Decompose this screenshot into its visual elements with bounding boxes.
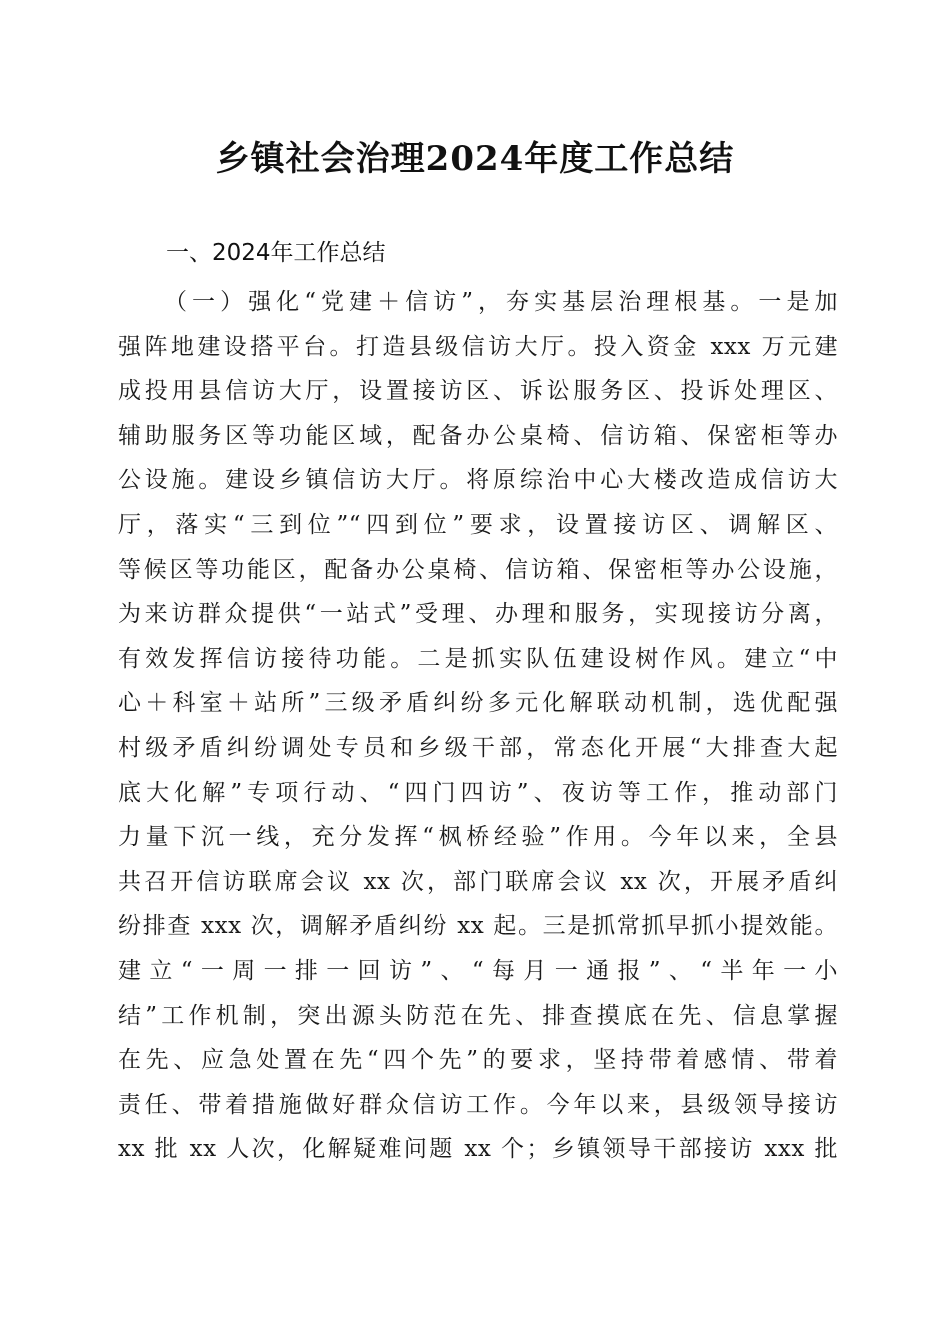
paragraph-line: 为来访群众提供“一站式”受理、办理和服务，实现接访分离， <box>118 601 838 628</box>
paragraph-line: 责任、带着措施做好群众信访工作。今年以来，县级领导接访 <box>118 1091 838 1118</box>
section-heading: 一、2024年工作总结 <box>166 240 386 266</box>
paragraph-line: （一）强化“党建＋信访”，夯实基层治理根基。一是加 <box>164 289 838 315</box>
document-title: 乡镇社会治理2024年度工作总结 <box>215 139 735 179</box>
paragraph-line: 成投用县信访大厅，设置接访区、诉讼服务区、投诉处理区、 <box>118 378 838 405</box>
paragraph-line: 强阵地建设搭平台。打造县级信访大厅。投入资金 xxx 万元建 <box>118 333 838 360</box>
paragraph-line: 等候区等功能区，配备办公桌椅、信访箱、保密柜等办公设施， <box>118 556 838 583</box>
paragraph-line: xx 批 xx 人次，化解疑难问题 xx 个；乡镇领导干部接访 xxx 批 <box>118 1136 838 1163</box>
paragraph-line: 在先、应急处置在先“四个先”的要求，坚持带着感情、带着 <box>118 1047 838 1074</box>
paragraph-line: 结”工作机制，突出源头防范在先、排查摸底在先、信息掌握 <box>118 1002 838 1029</box>
paragraph-line: 纷排查 xxx 次，调解矛盾纠纷 xx 起。三是抓常抓早抓小提效能。 <box>118 913 838 940</box>
paragraph-line: 底大化解”专项行动、“四门四访”、夜访等工作，推动部门 <box>118 779 838 806</box>
paragraph-line: 公设施。建设乡镇信访大厅。将原综治中心大楼改造成信访大 <box>118 467 838 494</box>
paragraph-line: 共召开信访联席会议 xx 次，部门联席会议 xx 次，开展矛盾纠 <box>118 868 838 895</box>
paragraph-line: 厅，落实“三到位”“四到位”要求，设置接访区、调解区、 <box>118 511 838 538</box>
paragraph-line: 有效发挥信访接待功能。二是抓实队伍建设树作风。建立“中 <box>118 645 838 672</box>
paragraph-line: 建立“一周一排一回访”、“每月一通报”、“半年一小 <box>118 957 838 984</box>
paragraph-line: 辅助服务区等功能区域，配备办公桌椅、信访箱、保密柜等办 <box>118 422 838 449</box>
paragraph-line: 村级矛盾纠纷调处专员和乡级干部，常态化开展“大排查大起 <box>118 734 838 761</box>
paragraph-line: 力量下沉一线，充分发挥“枫桥经验”作用。今年以来，全县 <box>118 824 838 851</box>
paragraph-line: 心＋科室＋站所”三级矛盾纠纷多元化解联动机制，选优配强 <box>118 690 838 717</box>
body-paragraph <box>118 280 838 1172</box>
